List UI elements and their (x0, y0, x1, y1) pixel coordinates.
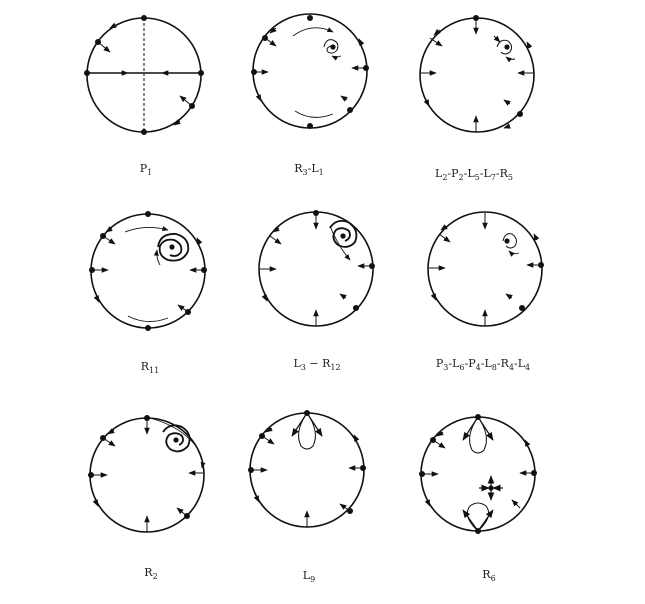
singular-point (141, 15, 147, 21)
caption-subscript: 5 (474, 173, 480, 183)
caption-base: - (513, 357, 518, 370)
panel-p1 (84, 15, 204, 135)
singular-point (198, 70, 204, 76)
caption-p2 (294, 162, 324, 177)
caption-base: - (496, 357, 501, 370)
panel-p3 (420, 15, 534, 132)
caption-p3 (435, 167, 513, 182)
caption-p4 (141, 360, 159, 375)
caption-subscript: 2 (442, 173, 448, 183)
caption-subscript: 6 (490, 574, 496, 584)
caption-base: P (451, 167, 459, 180)
caption-p5 (293, 357, 340, 372)
caption-base: - (480, 357, 485, 370)
caption-subscript: 7 (490, 173, 496, 183)
caption-base: L (302, 569, 311, 582)
panel-p9 (419, 414, 537, 534)
panel-p6 (428, 212, 544, 326)
caption-base: R (144, 566, 153, 579)
caption-p9 (482, 568, 495, 583)
caption-subscript: 2 (152, 572, 158, 582)
caption-subscript: 5 (507, 173, 513, 183)
caption-p6 (436, 357, 530, 372)
panel-p2 (251, 14, 369, 129)
caption-p8 (303, 569, 315, 584)
caption-base: L (483, 167, 491, 180)
caption-base: - (479, 167, 484, 180)
caption-base: P (139, 162, 148, 175)
caption-subscript: 3 (300, 363, 306, 373)
caption-subscript: 12 (330, 363, 341, 373)
caption-subscript: 1 (147, 168, 153, 178)
caption-base: P (435, 357, 444, 370)
caption-base: L (517, 357, 526, 370)
caption-base: - (307, 162, 312, 175)
caption-base: P (468, 357, 476, 370)
caption-base: L (311, 162, 319, 175)
caption-base: L (484, 357, 492, 370)
caption-subscript: 9 (310, 575, 316, 585)
caption-subscript: 2 (458, 173, 464, 183)
caption-base: - (447, 167, 452, 180)
caption-subscript: 11 (149, 366, 160, 376)
panel-p8 (248, 410, 366, 527)
panel-p5 (259, 210, 375, 326)
caption-base: R (482, 568, 491, 581)
caption-base: L (467, 167, 475, 180)
caption-base: - (448, 357, 453, 370)
caption-base: R (322, 357, 331, 370)
caption-base: - (463, 167, 468, 180)
caption-base: - (495, 167, 500, 180)
caption-subscript: 8 (491, 363, 497, 373)
caption-subscript: 4 (508, 363, 514, 373)
caption-subscript: 1 (318, 168, 324, 178)
caption-p1 (140, 162, 153, 177)
caption-base: R (500, 357, 509, 370)
panel-p7 (88, 415, 204, 532)
caption-base: R (294, 162, 303, 175)
panel-p4 (89, 211, 207, 331)
caption-subscript: 4 (475, 363, 481, 373)
caption-p7 (144, 566, 157, 581)
caption-subscript: 3 (302, 168, 308, 178)
caption-subscript: 3 (443, 363, 449, 373)
caption-base: L (293, 357, 301, 370)
singular-point (141, 129, 147, 135)
caption-base: R (140, 360, 150, 373)
caption-base: − (305, 357, 323, 370)
caption-base: L (452, 357, 460, 370)
caption-base: - (464, 357, 469, 370)
caption-base: L (435, 167, 443, 180)
singular-point (84, 70, 90, 76)
caption-subscript: 4 (525, 363, 531, 373)
caption-subscript: 6 (459, 363, 465, 373)
caption-base: R (499, 167, 508, 180)
